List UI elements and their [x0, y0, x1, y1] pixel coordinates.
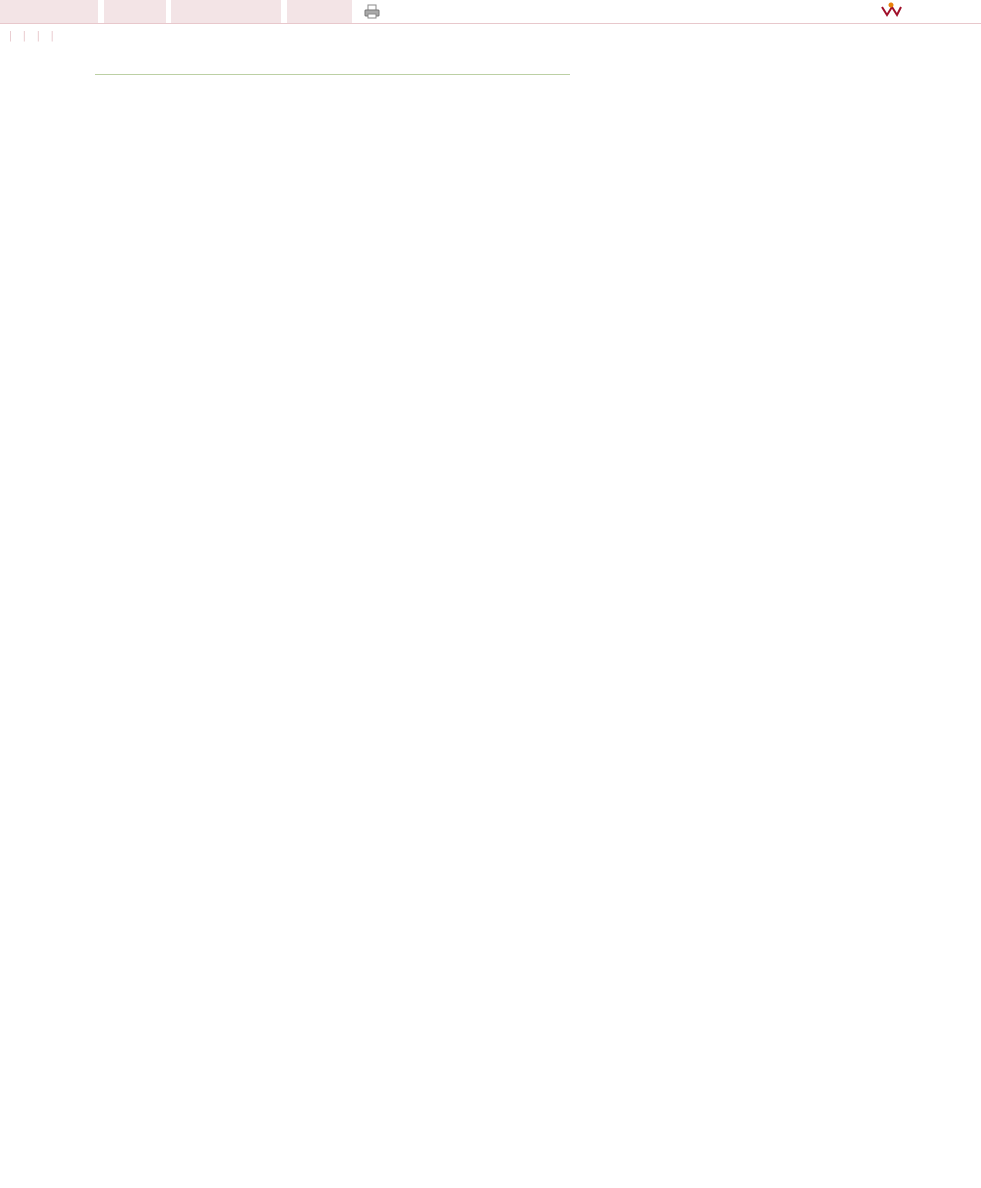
tab-zyklenuebersicht[interactable] — [171, 0, 281, 23]
cycle-chart — [0, 74, 661, 622]
separator: | — [22, 30, 26, 42]
separator: | — [36, 30, 40, 42]
measurement-info — [5, 30, 58, 42]
cycle-nav[interactable] — [104, 0, 166, 23]
separator: | — [50, 30, 54, 42]
tab-statistik[interactable] — [287, 0, 352, 23]
separator: | — [9, 30, 12, 42]
user-name — [0, 0, 98, 23]
print-icon[interactable] — [364, 4, 380, 19]
kurvenreich-logo[interactable] — [880, 1, 981, 21]
top-bar — [0, 0, 981, 24]
